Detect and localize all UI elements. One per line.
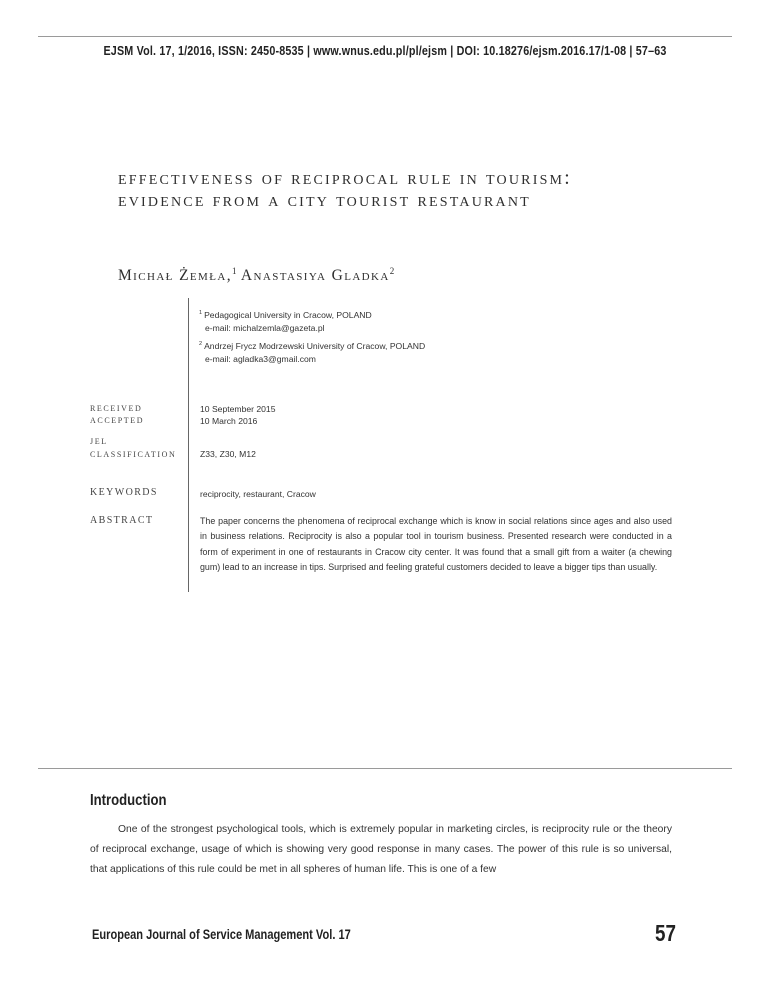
abstract-text: The paper concerns the phenomena of reciprocal exchange which is know in social relations since ages and also used in business relations. Reciprocity is also a popular tool in tourism business. Presented research were conducted in a form of experiment in one of restaurants in Cracow city center. It was found that a small gift from a waiter (a chewing gum) lead to an increase in tips. Surprised and feeling grateful customers decided to leave a bigger tips than usually. [200,516,672,572]
introduction-paragraph: One of the strongest psychological tools, which is extremely popular in marketing circles, is reciprocity rule or the theory of reciprocal exchange, usage of which is showing very good response in many cases. The power of this rule is so universal, that applications of this rule could be met in all spheres of human life. This is one of a few [90,824,672,875]
accepted-label: accepted [90,414,145,426]
author-name: Anastasiya Gladka [240,267,390,285]
title-line-1: effectiveness of reciprocal rule in tourism: [118,168,572,189]
jel-classification-label: classification [90,448,177,460]
header-rule [38,36,732,37]
affiliation [199,307,372,334]
introduction-heading: Introduction [90,792,167,809]
introduction-body [90,820,672,880]
article-title [118,168,678,212]
keywords-value: reciprocity, restaurant, Cracow [200,489,316,499]
author-list [118,266,394,285]
received-date: 10 September 2015 [200,404,276,414]
affiliation [199,338,425,365]
affiliation-institution: Andrzej Frycz Modrzewski University of Cracow, POLAND [204,341,426,351]
affiliation-email: e-mail: michalzemla@gazeta.pl [205,322,325,333]
section-rule [38,768,732,769]
author-name: Michał Żemła, [118,267,232,285]
affiliation-number: 2 [199,341,203,347]
accepted-date: 10 March 2016 [200,416,258,426]
jel-codes: Z33, Z30, M12 [200,449,256,459]
footer-journal-name: European Journal of Service Management Vol. 17 [92,927,351,942]
affiliation-institution: Pedagogical University in Cracow, POLAND [204,310,372,320]
jel-label: jel [90,435,108,447]
page-number: 57 [655,920,676,946]
received-label: received [90,402,143,414]
author-affiliation-mark: 1 [231,266,237,276]
author-affiliation-mark: 2 [389,266,395,276]
abstract-label: abstract [90,512,154,527]
affiliation-email: e-mail: agladka3@gmail.com [205,353,316,364]
keywords-label: keywords [90,484,158,499]
citation-header: EJSM Vol. 17, 1/2016, ISSN: 2450-8535 | www.wnus.edu.pl/pl/ejsm | DOI: 10.18276/ejsm.2016.17/1-08 | 57–63 [103,44,667,58]
title-line-2: evidence from a city tourist restaurant [118,190,531,211]
affiliation-number: 1 [199,310,203,316]
metadata-divider [188,298,189,592]
